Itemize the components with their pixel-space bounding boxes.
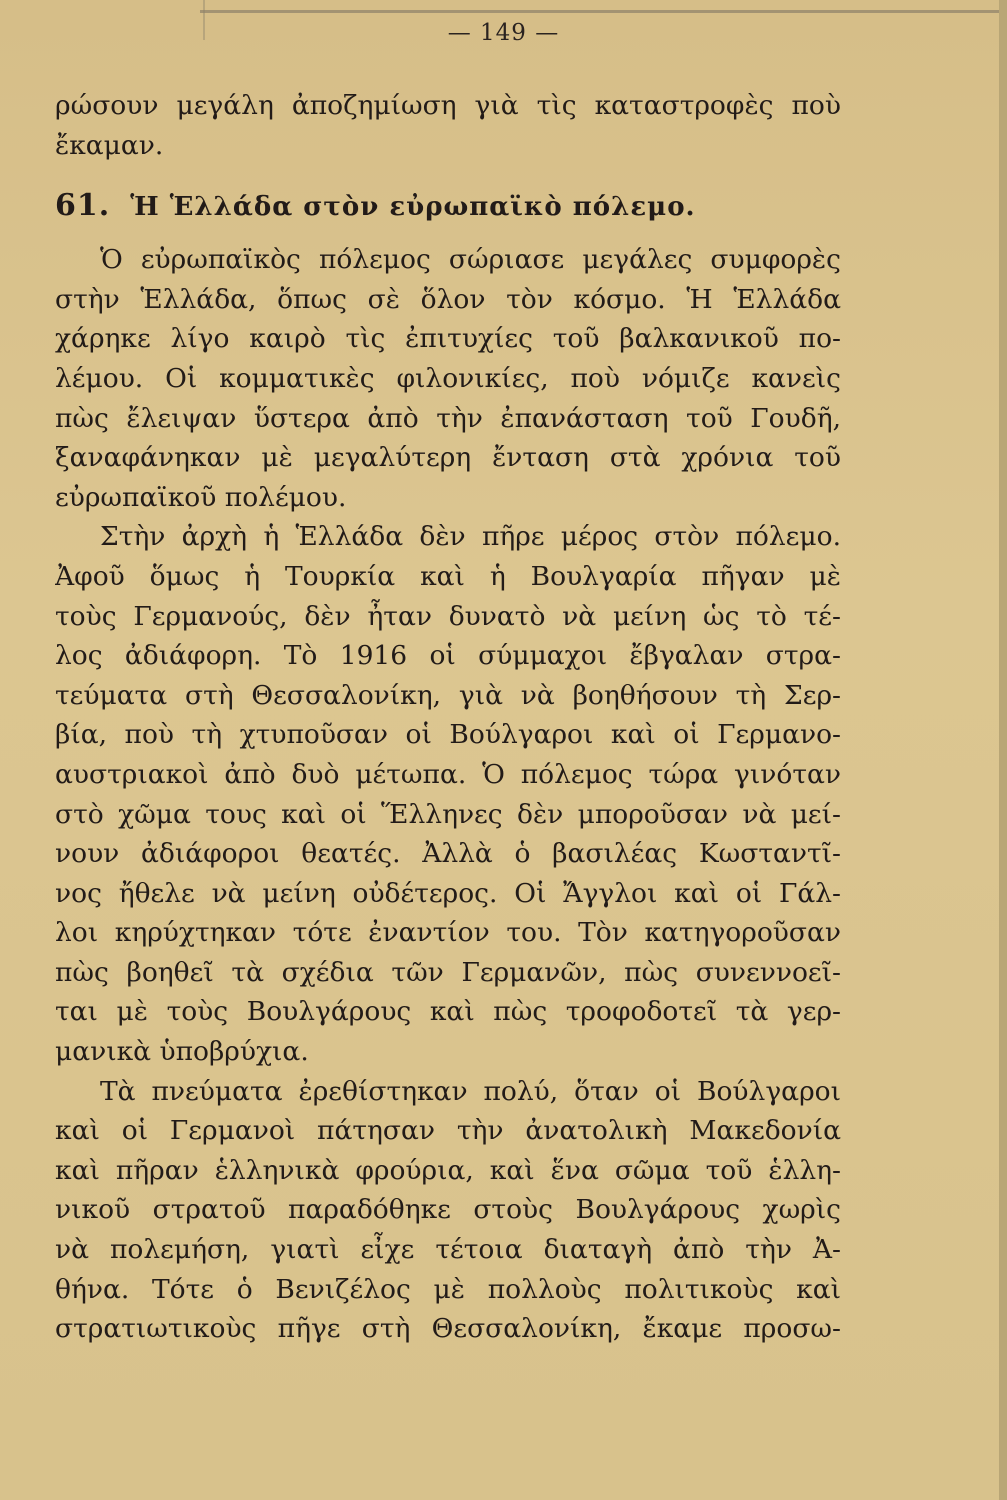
text-line: στρατιωτικοὺς πῆγε στὴ Θεσσαλονίκη, ἔκαμε προσω-	[55, 1313, 841, 1345]
text-line: λέμου. Οἱ κομματικὲς φιλονικίες, ποὺ νόμιζε κανεὶς	[55, 362, 841, 394]
text-line: θήνα. Τότε ὁ Βενιζέλος μὲ πολλοὺς πολιτικοὺς καὶ	[55, 1273, 841, 1305]
text-line: ἔκαμαν.	[55, 129, 164, 161]
text-line: στὸ χῶμα τους καὶ οἱ Ἕλληνες δὲν μποροῦσαν νὰ μεί-	[55, 798, 841, 830]
text-line: νος ἤθελε νὰ μείνη οὐδέτερος. Οἱ Ἄγγλοι καὶ οἱ Γάλ-	[55, 877, 841, 909]
text-line: νικοῦ στρατοῦ παραδόθηκε στοὺς Βουλγάρους χωρὶς	[55, 1194, 841, 1226]
top-border-line	[200, 10, 1007, 13]
text-line: λοι κηρύχτηκαν τότε ἐναντίον του. Τὸν κατηγοροῦσαν	[55, 917, 841, 949]
text-line: ρώσουν μεγάλη ἀποζημίωση γιὰ τὶς καταστροφὲς ποὺ	[55, 90, 841, 121]
text-line: Τὰ πνεύματα ἐρεθίστηκαν πολύ, ὅταν οἱ Βούλγαροι	[100, 1075, 841, 1107]
text-line: λος ἀδιάφορη. Τὸ 1916 οἱ σύμμαχοι ἔβγαλαν στρα-	[55, 640, 841, 672]
text-line: χάρηκε λίγο καιρὸ τὶς ἐπιτυχίες τοῦ βαλκανικοῦ πο-	[55, 323, 841, 355]
section-heading	[55, 165, 841, 240]
page-number: — 149 —	[447, 20, 560, 46]
text-line: καὶ οἱ Γερμανοὶ πάτησαν τὴν ἀνατολικὴ Μακεδονία	[55, 1115, 841, 1147]
text-line: νὰ πολεμήση, γιατὶ εἶχε τέτοια διαταγὴ ἀπὸ τὴν Ἀ-	[55, 1234, 841, 1266]
page-edge	[999, 0, 1007, 1500]
text-line: πὼς βοηθεῖ τὰ σχέδια τῶν Γερμανῶν, πὼς συνεννοεῖ-	[55, 956, 841, 988]
text-line: τοὺς Γερμανούς, δὲν ἦταν δυνατὸ νὰ μείνη ὡς τὸ τέ-	[55, 600, 841, 632]
text-line: βία, ποὺ τὴ χτυποῦσαν οἱ Βούλγαροι καὶ οἱ Γερμανο-	[55, 719, 841, 751]
text-line: Ἀφοῦ ὅμως ἡ Τουρκία καὶ ἡ Βουλγαρία πῆγαν μὲ	[55, 560, 841, 592]
text-line: στὴν Ἑλλάδα, ὅπως σὲ ὅλον τὸν κόσμο. Ἡ Ἑλλάδα	[55, 283, 841, 315]
text-line: ξαναφάνηκαν μὲ μεγαλύτερη ἔνταση στὰ χρόνια τοῦ	[55, 442, 841, 474]
section-title: Ἡ Ἑλλάδα στὸν εὐρωπαϊκὸ πόλεμο.	[130, 192, 696, 223]
section-number: 61.	[55, 188, 111, 224]
body-text	[55, 86, 841, 1349]
text-line: εὐρωπαϊκοῦ πολέμου.	[55, 481, 347, 513]
text-line: πὼς ἔλειψαν ὕστερα ἀπὸ τὴν ἐπανάσταση τοῦ Γουδῆ,	[55, 402, 841, 434]
text-line: Ὁ εὐρωπαϊκὸς πόλεμος σώριασε μεγάλες συμφορὲς	[100, 244, 841, 276]
text-line: τεύματα στὴ Θεσσαλονίκη, γιὰ νὰ βοηθήσουν τὴ Σερ-	[55, 679, 841, 711]
text-line: νουν ἀδιάφοροι θεατές. Ἀλλὰ ὁ βασιλέας Κωσταντῖ-	[55, 838, 841, 870]
text-line: καὶ πῆραν ἑλληνικὰ φρούρια, καὶ ἕνα σῶμα τοῦ ἑλλη-	[55, 1154, 841, 1186]
text-line: αυστριακοὶ ἀπὸ δυὸ μέτωπα. Ὁ πόλεμος τώρα γινόταν	[55, 758, 841, 790]
text-line: Στὴν ἀρχὴ ἡ Ἑλλάδα δὲν πῆρε μέρος στὸν πόλεμο.	[100, 521, 841, 553]
text-line: μανικὰ ὑποβρύχια.	[55, 1036, 309, 1068]
text-line: ται μὲ τοὺς Βουλγάρους καὶ πὼς τροφοδοτεῖ τὰ γερ-	[55, 996, 841, 1028]
